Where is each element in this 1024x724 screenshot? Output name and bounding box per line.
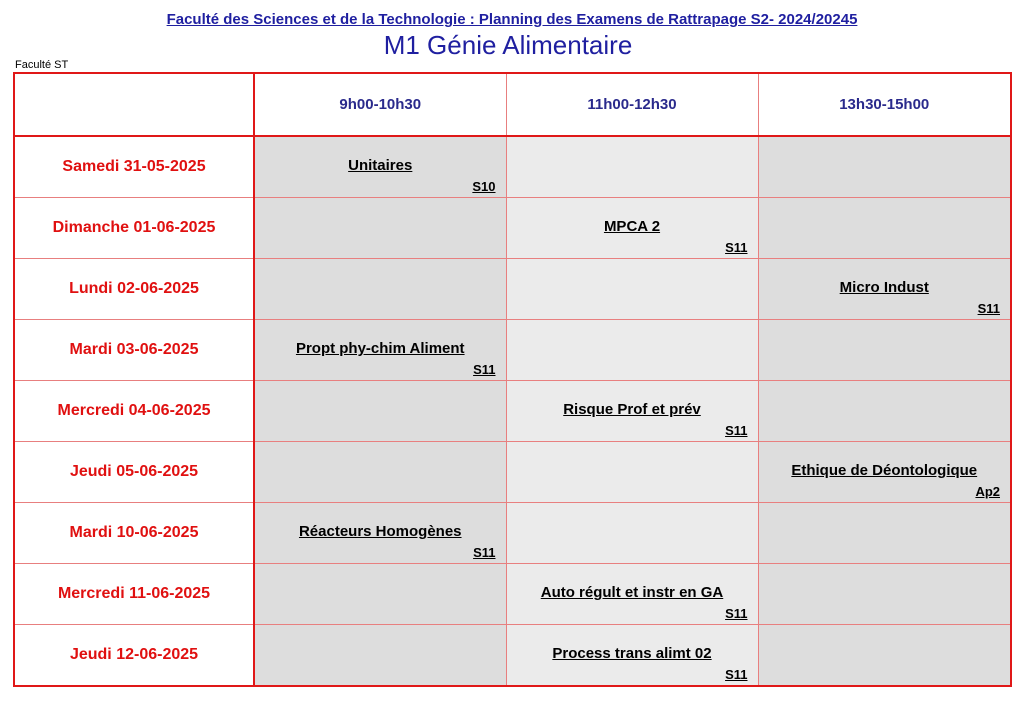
table-row bbox=[14, 442, 1011, 503]
table-row bbox=[14, 381, 1011, 442]
slot-cell bbox=[254, 564, 506, 625]
room-code: Ap2 bbox=[975, 484, 1000, 499]
time-slot-header: 13h30-15h00 bbox=[758, 73, 1011, 136]
slot-cell bbox=[506, 136, 758, 198]
room-code: S11 bbox=[725, 667, 748, 682]
slot-cell bbox=[758, 442, 1011, 503]
time-slot-header: 9h00-10h30 bbox=[254, 73, 506, 136]
slot-cell bbox=[758, 136, 1011, 198]
header-row bbox=[14, 73, 1011, 136]
slot-cell bbox=[506, 503, 758, 564]
day-label: Dimanche 01-06-2025 bbox=[14, 198, 254, 259]
slot-cell bbox=[758, 320, 1011, 381]
room-code: S11 bbox=[725, 423, 748, 438]
room-code: S11 bbox=[473, 362, 496, 377]
exam-name: Réacteurs Homogènes bbox=[298, 523, 462, 540]
slot-cell bbox=[254, 625, 506, 687]
table-row bbox=[14, 564, 1011, 625]
room-code: S11 bbox=[725, 606, 748, 621]
table-row bbox=[14, 136, 1011, 198]
room-code: S11 bbox=[977, 301, 1000, 316]
slot-cell bbox=[254, 442, 506, 503]
slot-cell bbox=[758, 198, 1011, 259]
table-row bbox=[14, 320, 1011, 381]
slot-cell bbox=[506, 564, 758, 625]
slot-cell bbox=[254, 198, 506, 259]
exam-name: Auto régult et instr en GA bbox=[540, 584, 724, 601]
slot-cell bbox=[254, 503, 506, 564]
exam-name: Unitaires bbox=[348, 157, 413, 174]
slot-cell bbox=[506, 198, 758, 259]
exam-name: Ethique de Déontologique bbox=[791, 462, 978, 479]
room-code: S10 bbox=[472, 179, 496, 194]
slot-cell bbox=[758, 564, 1011, 625]
slot-cell bbox=[254, 259, 506, 320]
day-label: Mercredi 11-06-2025 bbox=[14, 564, 254, 625]
slot-cell bbox=[254, 320, 506, 381]
slot-cell bbox=[506, 259, 758, 320]
slot-cell bbox=[506, 625, 758, 687]
room-code: S11 bbox=[473, 545, 496, 560]
faculty-label: Faculté ST bbox=[15, 59, 69, 71]
exam-name: Process trans alimt 02 bbox=[552, 645, 712, 662]
day-label: Lundi 02-06-2025 bbox=[14, 259, 254, 320]
exam-name: MPCA 2 bbox=[603, 218, 661, 235]
slot-cell bbox=[758, 503, 1011, 564]
slot-cell bbox=[506, 381, 758, 442]
slot-cell bbox=[758, 381, 1011, 442]
table-row bbox=[14, 198, 1011, 259]
exam-schedule-table bbox=[13, 72, 1012, 687]
exam-name: Micro Indust bbox=[839, 279, 929, 296]
day-label: Mercredi 04-06-2025 bbox=[14, 381, 254, 442]
slot-cell bbox=[758, 259, 1011, 320]
day-label: Mardi 10-06-2025 bbox=[14, 503, 254, 564]
document-title: Faculté des Sciences et de la Technologie : Planning des Examens de Rattrapage S2- 2024/20245 bbox=[166, 11, 858, 28]
slot-cell bbox=[506, 320, 758, 381]
slot-cell bbox=[506, 442, 758, 503]
slot-cell bbox=[758, 625, 1011, 687]
table-row bbox=[14, 503, 1011, 564]
table-row bbox=[14, 259, 1011, 320]
exam-name: Propt phy-chim Aliment bbox=[295, 340, 465, 357]
day-label: Jeudi 05-06-2025 bbox=[14, 442, 254, 503]
slot-cell bbox=[254, 381, 506, 442]
exam-name: Risque Prof et prév bbox=[563, 401, 701, 418]
slot-cell bbox=[254, 136, 506, 198]
day-label: Mardi 03-06-2025 bbox=[14, 320, 254, 381]
table-row bbox=[14, 625, 1011, 687]
room-code: S11 bbox=[725, 240, 748, 255]
time-slot-header: 11h00-12h30 bbox=[506, 73, 758, 136]
day-label: Samedi 31-05-2025 bbox=[14, 136, 254, 198]
corner-cell bbox=[14, 73, 254, 136]
program-subtitle: M1 Génie Alimentaire bbox=[383, 30, 633, 60]
day-label: Jeudi 12-06-2025 bbox=[14, 625, 254, 687]
